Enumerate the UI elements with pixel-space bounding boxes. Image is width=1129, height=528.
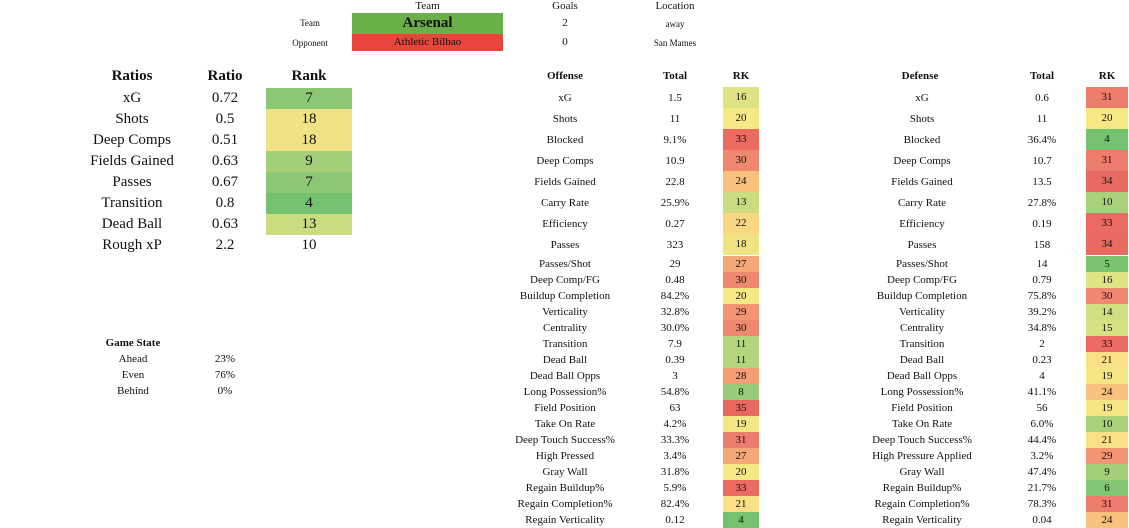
offense-rank-cell: 31 bbox=[723, 432, 759, 448]
defense-stat-total: 34.8% bbox=[1027, 322, 1057, 334]
offense-stat-label: Regain Buildup% bbox=[525, 482, 605, 494]
ratio-value: 0.5 bbox=[215, 111, 235, 127]
offense-stat-label: Dead Ball bbox=[542, 354, 588, 366]
ratios-header-rank: Rank bbox=[291, 68, 327, 84]
defense-stat-total: 2 bbox=[1039, 338, 1045, 350]
defense-stat-total: 36.4% bbox=[1027, 133, 1057, 146]
offense-stat-total: 323 bbox=[666, 238, 684, 251]
defense-stat-label: Deep Comp/FG bbox=[887, 274, 957, 286]
defense-rank-cell: 14 bbox=[1086, 304, 1128, 320]
offense-stat-total: 0.39 bbox=[665, 354, 685, 366]
team-name: Arsenal bbox=[352, 13, 503, 34]
defense-header-total: Total bbox=[1029, 70, 1055, 82]
defense-stat-label: Field Position bbox=[891, 402, 953, 414]
offense-stat-label: Regain Completion% bbox=[517, 498, 613, 510]
offense-stat-total: 32.8% bbox=[660, 306, 690, 318]
opponent-goals: 0 bbox=[562, 36, 568, 48]
game-state-label: Even bbox=[121, 369, 145, 381]
ratio-value: 0.63 bbox=[211, 216, 239, 232]
ratio-value: 0.67 bbox=[211, 174, 239, 190]
ratio-label: Shots bbox=[115, 111, 149, 127]
ratio-value: 0.51 bbox=[211, 132, 239, 148]
offense-stat-label: Blocked bbox=[546, 133, 584, 146]
game-state-value: 76% bbox=[214, 369, 236, 381]
offense-stat-label: Gray Wall bbox=[542, 466, 588, 478]
offense-stat-total: 11 bbox=[669, 112, 681, 125]
offense-stat-label: Verticality bbox=[542, 306, 588, 318]
defense-rank-cell: 15 bbox=[1086, 320, 1128, 336]
defense-rank-cell: 30 bbox=[1086, 288, 1128, 304]
offense-stat-label: Centrality bbox=[543, 322, 587, 334]
offense-stat-label: Regain Verticality bbox=[525, 514, 605, 526]
defense-stat-total: 13.5 bbox=[1032, 175, 1052, 188]
ratio-label: Passes bbox=[112, 174, 152, 190]
defense-rank-cell: 34 bbox=[1086, 234, 1128, 255]
defense-stat-label: Passes bbox=[907, 238, 937, 251]
offense-stat-total: 63 bbox=[669, 402, 681, 414]
offense-stat-total: 22.8 bbox=[665, 175, 685, 188]
defense-stat-label: Regain Completion% bbox=[874, 498, 970, 510]
offense-stat-label: Deep Touch Success% bbox=[515, 434, 615, 446]
ratio-rank-cell: 18 bbox=[266, 130, 352, 151]
defense-stat-total: 0.6 bbox=[1035, 91, 1049, 104]
offense-rank-cell: 18 bbox=[723, 234, 759, 255]
offense-stat-label: Field Position bbox=[534, 402, 596, 414]
defense-stat-label: Gray Wall bbox=[899, 466, 945, 478]
defense-header-name: Defense bbox=[901, 70, 939, 82]
defense-stat-total: 78.3% bbox=[1027, 498, 1057, 510]
offense-rank-cell: 21 bbox=[723, 496, 759, 512]
game-state-value: 0% bbox=[217, 385, 233, 397]
offense-rank-cell: 24 bbox=[723, 171, 759, 192]
ratio-value: 0.8 bbox=[215, 195, 235, 211]
defense-stat-total: 14 bbox=[1036, 258, 1048, 270]
offense-stat-total: 3.4% bbox=[663, 450, 687, 462]
offense-stat-total: 31.8% bbox=[660, 466, 690, 478]
ratio-label: xG bbox=[122, 90, 142, 106]
ratio-rank-cell: 18 bbox=[266, 109, 352, 130]
defense-stat-total: 39.2% bbox=[1027, 306, 1057, 318]
defense-rank-cell: 5 bbox=[1086, 256, 1128, 272]
offense-stat-total: 84.2% bbox=[660, 290, 690, 302]
defense-stat-total: 10.7 bbox=[1032, 154, 1052, 167]
defense-stat-total: 47.4% bbox=[1027, 466, 1057, 478]
team-label: Team bbox=[300, 18, 320, 28]
offense-stat-label: Carry Rate bbox=[541, 196, 589, 209]
ratio-rank-cell: 4 bbox=[266, 193, 352, 214]
defense-stat-label: Long Possession% bbox=[880, 386, 964, 398]
defense-rank-cell: 10 bbox=[1086, 192, 1128, 213]
offense-stat-total: 3 bbox=[672, 370, 678, 382]
offense-stat-total: 30.0% bbox=[660, 322, 690, 334]
offense-rank-cell: 30 bbox=[723, 320, 759, 336]
defense-rank-cell: 21 bbox=[1086, 352, 1128, 368]
offense-stat-label: Deep Comps bbox=[536, 154, 594, 167]
offense-stat-label: Dead Ball Opps bbox=[529, 370, 601, 382]
offense-stat-label: High Pressed bbox=[535, 450, 595, 462]
header-goals: Goals bbox=[552, 0, 578, 12]
defense-rank-cell: 19 bbox=[1086, 400, 1128, 416]
offense-rank-cell: 33 bbox=[723, 480, 759, 496]
defense-stat-label: Dead Ball Opps bbox=[886, 370, 958, 382]
defense-stat-label: Passes/Shot bbox=[896, 258, 948, 270]
defense-stat-label: Shots bbox=[909, 112, 935, 125]
defense-stat-total: 21.7% bbox=[1027, 482, 1057, 494]
offense-stat-total: 5.9% bbox=[663, 482, 687, 494]
defense-stat-total: 6.0% bbox=[1030, 418, 1054, 430]
defense-rank-cell: 34 bbox=[1086, 171, 1128, 192]
offense-stat-label: Fields Gained bbox=[534, 175, 596, 188]
offense-rank-cell: 27 bbox=[723, 256, 759, 272]
ratio-label: Dead Ball bbox=[101, 216, 163, 232]
offense-rank-cell: 11 bbox=[723, 336, 759, 352]
offense-rank-cell: 4 bbox=[723, 512, 759, 528]
ratio-rank-cell: 13 bbox=[266, 214, 352, 235]
defense-rank-cell: 16 bbox=[1086, 272, 1128, 288]
offense-rank-cell: 16 bbox=[723, 87, 759, 108]
ratio-label: Deep Comps bbox=[93, 132, 171, 148]
header-location: Location bbox=[655, 0, 695, 12]
ratio-label: Transition bbox=[101, 195, 163, 211]
defense-rank-cell: 33 bbox=[1086, 336, 1128, 352]
offense-rank-cell: 22 bbox=[723, 213, 759, 234]
defense-stat-total: 0.19 bbox=[1032, 217, 1052, 230]
offense-stat-label: Passes/Shot bbox=[539, 258, 591, 270]
defense-stat-total: 56 bbox=[1036, 402, 1048, 414]
offense-rank-cell: 28 bbox=[723, 368, 759, 384]
ratio-label: Rough xP bbox=[102, 237, 162, 253]
defense-rank-cell: 4 bbox=[1086, 129, 1128, 150]
offense-header-total: Total bbox=[662, 70, 688, 82]
offense-stat-total: 0.48 bbox=[665, 274, 685, 286]
defense-header-rk: RK bbox=[1098, 70, 1116, 82]
defense-stat-label: xG bbox=[915, 91, 929, 104]
defense-stat-label: Dead Ball bbox=[899, 354, 945, 366]
offense-stat-label: Take On Rate bbox=[534, 418, 596, 430]
defense-stat-total: 0.23 bbox=[1032, 354, 1052, 366]
defense-stat-total: 44.4% bbox=[1027, 434, 1057, 446]
defense-stat-total: 0.79 bbox=[1032, 274, 1052, 286]
offense-rank-cell: 33 bbox=[723, 129, 759, 150]
defense-rank-cell: 24 bbox=[1086, 384, 1128, 400]
offense-header-rk: RK bbox=[732, 70, 750, 82]
defense-stat-label: Regain Verticality bbox=[882, 514, 962, 526]
offense-rank-cell: 29 bbox=[723, 304, 759, 320]
ratio-value: 2.2 bbox=[215, 237, 235, 253]
ratio-value: 0.72 bbox=[211, 90, 239, 106]
defense-stat-total: 11 bbox=[1036, 112, 1048, 125]
opponent-location: San Mames bbox=[653, 38, 697, 48]
offense-stat-total: 0.27 bbox=[665, 217, 685, 230]
offense-stat-total: 25.9% bbox=[660, 196, 690, 209]
offense-stat-label: Transition bbox=[542, 338, 588, 350]
opponent-label: Opponent bbox=[292, 38, 328, 48]
game-state-title: Game State bbox=[105, 337, 161, 349]
defense-stat-label: Buildup Completion bbox=[876, 290, 968, 302]
game-state-value: 23% bbox=[214, 353, 236, 365]
defense-stat-label: Verticality bbox=[899, 306, 945, 318]
defense-rank-cell: 20 bbox=[1086, 108, 1128, 129]
ratios-header-name: Ratios bbox=[111, 68, 153, 84]
defense-rank-cell: 24 bbox=[1086, 512, 1128, 528]
defense-rank-cell: 31 bbox=[1086, 496, 1128, 512]
offense-rank-cell: 20 bbox=[723, 288, 759, 304]
ratio-value: 0.63 bbox=[211, 153, 239, 169]
offense-stat-total: 4.2% bbox=[663, 418, 687, 430]
header-team: Team bbox=[415, 0, 440, 12]
offense-stat-total: 9.1% bbox=[663, 133, 687, 146]
defense-stat-total: 0.04 bbox=[1032, 514, 1052, 526]
defense-stat-label: Efficiency bbox=[899, 217, 945, 230]
offense-stat-total: 0.12 bbox=[665, 514, 685, 526]
offense-stat-label: Long Possession% bbox=[523, 386, 607, 398]
defense-stat-label: Blocked bbox=[903, 133, 941, 146]
defense-stat-label: Carry Rate bbox=[898, 196, 946, 209]
defense-stat-label: High Pressure Applied bbox=[872, 450, 972, 462]
defense-stat-label: Transition bbox=[899, 338, 945, 350]
ratio-rank-cell: 7 bbox=[266, 172, 352, 193]
offense-rank-cell: 20 bbox=[723, 464, 759, 480]
opponent-name: Athletic Bilbao bbox=[352, 34, 503, 51]
offense-stat-label: Efficiency bbox=[542, 217, 588, 230]
offense-rank-cell: 30 bbox=[723, 150, 759, 171]
offense-stat-label: xG bbox=[558, 91, 572, 104]
defense-stat-label: Take On Rate bbox=[891, 418, 953, 430]
defense-rank-cell: 9 bbox=[1086, 464, 1128, 480]
offense-rank-cell: 11 bbox=[723, 352, 759, 368]
offense-stat-label: Buildup Completion bbox=[519, 290, 611, 302]
ratio-label: Fields Gained bbox=[90, 153, 174, 169]
offense-stat-total: 10.9 bbox=[665, 154, 685, 167]
defense-rank-cell: 19 bbox=[1086, 368, 1128, 384]
defense-rank-cell: 21 bbox=[1086, 432, 1128, 448]
defense-stat-label: Centrality bbox=[900, 322, 944, 334]
ratios-header-ratio: Ratio bbox=[207, 68, 243, 84]
defense-rank-cell: 6 bbox=[1086, 480, 1128, 496]
offense-stat-label: Shots bbox=[552, 112, 578, 125]
game-state-label: Behind bbox=[117, 385, 149, 397]
defense-stat-total: 4 bbox=[1039, 370, 1045, 382]
defense-rank-cell: 31 bbox=[1086, 150, 1128, 171]
defense-stat-total: 27.8% bbox=[1027, 196, 1057, 209]
offense-stat-total: 82.4% bbox=[660, 498, 690, 510]
offense-rank-cell: 30 bbox=[723, 272, 759, 288]
offense-header-name: Offense bbox=[546, 70, 584, 82]
defense-rank-cell: 29 bbox=[1086, 448, 1128, 464]
offense-rank-cell: 20 bbox=[723, 108, 759, 129]
defense-rank-cell: 10 bbox=[1086, 416, 1128, 432]
offense-rank-cell: 35 bbox=[723, 400, 759, 416]
offense-stat-total: 29 bbox=[669, 258, 681, 270]
team-goals: 2 bbox=[562, 17, 568, 29]
ratio-rank-cell: 9 bbox=[266, 151, 352, 172]
offense-stat-label: Passes bbox=[550, 238, 580, 251]
defense-stat-label: Deep Comps bbox=[893, 154, 951, 167]
ratio-rank-cell: 10 bbox=[266, 235, 352, 256]
offense-stat-total: 1.5 bbox=[668, 91, 682, 104]
team-location: away bbox=[665, 19, 685, 29]
offense-rank-cell: 8 bbox=[723, 384, 759, 400]
defense-stat-label: Fields Gained bbox=[891, 175, 953, 188]
defense-rank-cell: 33 bbox=[1086, 213, 1128, 234]
offense-stat-total: 33.3% bbox=[660, 434, 690, 446]
game-state-label: Ahead bbox=[118, 353, 148, 365]
defense-stat-total: 3.2% bbox=[1030, 450, 1054, 462]
defense-rank-cell: 31 bbox=[1086, 87, 1128, 108]
ratio-rank-cell: 7 bbox=[266, 88, 352, 109]
offense-rank-cell: 19 bbox=[723, 416, 759, 432]
defense-stat-total: 75.8% bbox=[1027, 290, 1057, 302]
offense-rank-cell: 13 bbox=[723, 192, 759, 213]
offense-stat-total: 54.8% bbox=[660, 386, 690, 398]
defense-stat-total: 41.1% bbox=[1027, 386, 1057, 398]
offense-rank-cell: 27 bbox=[723, 448, 759, 464]
defense-stat-label: Regain Buildup% bbox=[882, 482, 962, 494]
defense-stat-label: Deep Touch Success% bbox=[872, 434, 972, 446]
offense-stat-label: Deep Comp/FG bbox=[530, 274, 600, 286]
defense-stat-total: 158 bbox=[1033, 238, 1051, 251]
offense-stat-total: 7.9 bbox=[668, 338, 682, 350]
